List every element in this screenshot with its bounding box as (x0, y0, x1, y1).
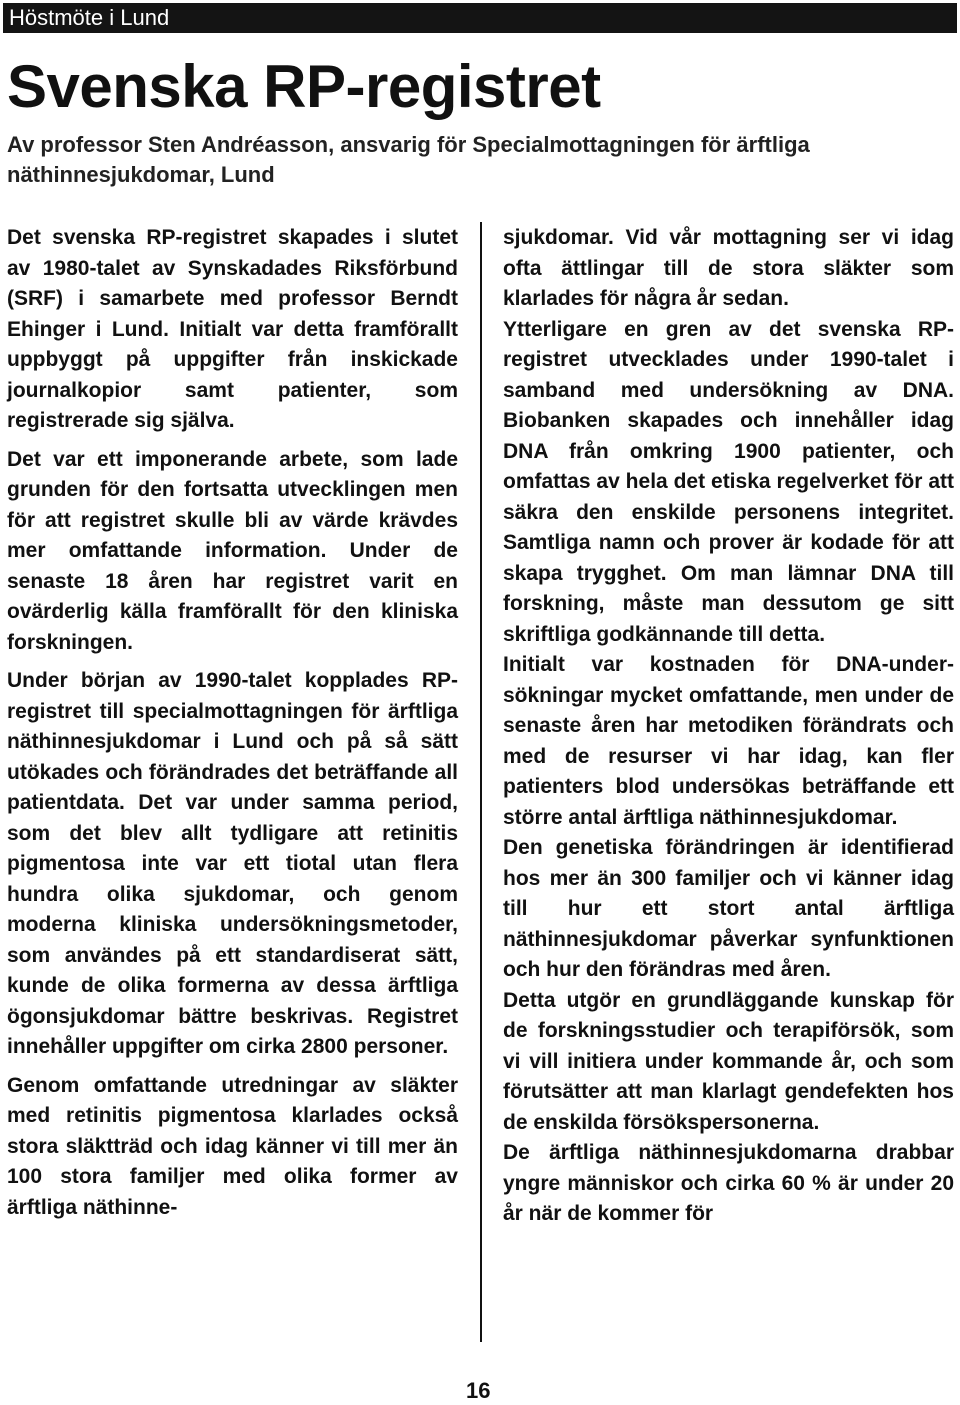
page-number: 16 (466, 1378, 491, 1403)
right-paragraph-3: Initialt var kostnaden för DNA-undersökningar mycket omfattande, men under de senaste åren har metodiken förändrats och med de resurser vi har idag, kan fler patienters blod undersökas beträffande ett större antal ärftliga näthinnesjukdomar. (503, 653, 954, 829)
left-paragraph-4: Genom omfattande utredningar av släkter med retinitis pigmentosa klarlades också stora släktträd och idag känner vi till mer än 100 stora familjer med olika former av ärftliga näthinne- (7, 1073, 458, 1219)
right-paragraph-6: De ärftliga näthinnesjukdomarna drabbar yngre människor och cirka 60 % är under 20 år när de kommer för (503, 1141, 954, 1225)
section-label: Höstmöte i Lund (9, 5, 170, 30)
section-header-bar (3, 3, 957, 33)
right-paragraph-1: sjukdomar. Vid vår mottagning ser vi idag ofta ättlingar till de stora släkter som klarlades för några år sedan. (503, 226, 954, 310)
left-text-column (7, 223, 458, 1223)
right-paragraph-4: Den genetiska förändringen är identifierad hos mer än 300 familjer och vi känner idag till hur ett stort antal ärftliga näthinnesjukdomar påverkar synfunktionen och hur den förändras med åren. (503, 836, 954, 981)
right-paragraph-5: Detta utgör en grundläggande kunskap för de forskningsstudier och terapiförsök, som vi vill initiera under kommande år, och som förutsätter att man klarlagt gendefekten hos de enskilda försökspersonerna. (503, 988, 954, 1134)
left-paragraph-2: Det var ett imponerande arbete, som lade grunden för den fortsatta utvecklingen men för att registret skulle bli av värde krävdes mer omfattande information. Under de senaste 18 åren har registret varit en ovärderlig källa framförallt för den kliniska forskningen. (7, 447, 458, 654)
right-text-column (503, 223, 954, 1230)
article-title: Svenska RP-registret (7, 53, 601, 120)
left-paragraph-3: Under början av 1990-talet kopplades RP-registret till specialmottagningen för ärftliga näthinnesjukdomar i Lund och på så sätt utökades och förändrades det beträffande all patientdata. Det var under samma period, som det blev allt tydligare att retinitis pigmentosa inte var ett tiotal utan flera hundra olika sjukdomar, och genom moderna kliniska undersökningsmetoder, som användes på ett standardiserat sätt, kunde de olika formerna av dessa ärftliga ögonsjukdomar bättre beskrivas. Registret innehåller uppgifter om cirka 2800 personer. (7, 669, 458, 1058)
article-byline: Av professor Sten Andréasson, ansvarig för Specialmottagningen för ärftliga näthinnesjukdomar, Lund (7, 132, 810, 187)
column-divider (480, 222, 482, 1342)
right-paragraph-2: Ytterligare en gren av det svenska RP-registret utvecklades under 1990-talet i samband med undersökning av DNA. Biobanken skapades och innehåller idag DNA från omkring 1900 patienter, och omfattas av hela det etiska regelverket för att säkra den enskilde personens integritet. Samtliga namn och prover är kodade för att skapa trygghet. Om man lämnar DNA till forskning, måste man dessutom ge sitt skriftliga godkännande till detta. (503, 317, 954, 646)
left-paragraph-1: Det svenska RP-registret skapades i slutet av 1980-talet av Synskadades Riksförbund (SRF) i samarbete med professor Berndt Ehinger i Lund. Initialt var detta framförallt uppbyggt på uppgifter från inskickade journalkopior samt patienter, som registrerade sig själva. (7, 226, 458, 432)
